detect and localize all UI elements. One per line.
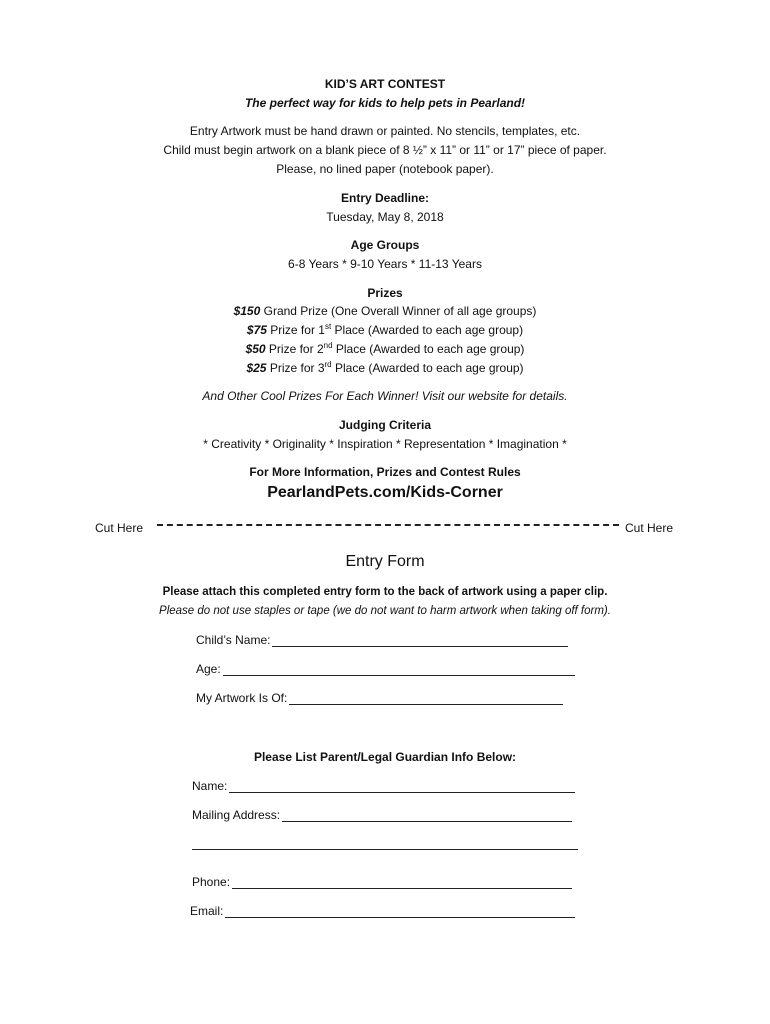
cut-here-left: Cut Here: [95, 521, 144, 535]
phone-blank[interactable]: [232, 876, 572, 889]
phone-field[interactable]: [192, 875, 572, 889]
artwork-field[interactable]: [196, 691, 563, 705]
rule-line-3: Please, no lined paper (notebook paper).: [276, 162, 494, 176]
prize-third-post: Place (Awarded to each age group): [331, 361, 524, 375]
prize-grand: [0, 304, 770, 318]
cut-here-right: Cut Here: [625, 521, 674, 535]
entry-form-title: Entry Form: [345, 553, 425, 570]
cut-line: [157, 524, 619, 526]
artwork-label: My Artwork Is Of:: [196, 691, 288, 705]
prize-first-sup: st: [324, 322, 332, 331]
mailing-address-blank[interactable]: [282, 809, 572, 822]
prize-second: [0, 342, 770, 356]
email-label: Email:: [190, 904, 224, 918]
guardian-name-blank[interactable]: [229, 780, 575, 793]
guardian-heading: Please List Parent/Legal Guardian Info Below:: [253, 750, 517, 764]
judging-list: * Creativity * Originality * Inspiration * Representation * Imagination *: [203, 437, 567, 451]
prize-third-sup: rd: [324, 360, 332, 369]
child-name-label: Child’s Name:: [196, 633, 271, 647]
child-name-blank[interactable]: [272, 634, 568, 647]
mailing-address-blank-2[interactable]: [192, 837, 578, 850]
prize-second-pre: Prize for 2: [265, 342, 324, 356]
prize-third: [0, 361, 770, 375]
deadline-date: Tuesday, May 8, 2018: [326, 210, 444, 224]
artwork-blank[interactable]: [289, 692, 563, 705]
rule-line-1: Entry Artwork must be hand drawn or painted. No stencils, templates, etc.: [189, 124, 581, 138]
more-info-heading: For More Information, Prizes and Contest Rules: [249, 465, 521, 479]
phone-label: Phone:: [192, 875, 231, 889]
prize-first-post: Place (Awarded to each age group): [331, 323, 524, 337]
guardian-name-field[interactable]: [192, 779, 575, 793]
prize-grand-amount: $150: [233, 304, 261, 318]
age-groups-heading: Age Groups: [350, 238, 420, 252]
email-field[interactable]: [190, 904, 575, 918]
prize-third-pre: Prize for 3: [266, 361, 325, 375]
rule-line-2: Child must begin artwork on a blank piece of 8 ½” x 11” or 11” or 17” piece of paper.: [163, 143, 607, 157]
child-name-field[interactable]: [196, 633, 568, 647]
prize-third-amount: $25: [246, 361, 267, 375]
age-groups-list: 6-8 Years * 9-10 Years * 11-13 Years: [288, 257, 482, 271]
entry-form-note: Please do not use staples or tape (we do not want to harm artwork when taking off form).: [159, 605, 611, 617]
prize-grand-text: Grand Prize (One Overall Winner of all age groups): [260, 304, 537, 318]
entry-form-instruction: Please attach this completed entry form to the back of artwork using a paper clip.: [162, 586, 608, 598]
other-prizes-note: And Other Cool Prizes For Each Winner! Visit our website for details.: [202, 389, 568, 403]
contest-tagline: The perfect way for kids to help pets in Pearland!: [244, 96, 526, 110]
deadline-heading: Entry Deadline:: [340, 191, 430, 205]
prize-second-post: Place (Awarded to each age group): [332, 342, 525, 356]
contest-title: KID’S ART CONTEST: [324, 77, 446, 91]
website-url[interactable]: PearlandPets.com/Kids-Corner: [267, 484, 503, 501]
mailing-address-line-2[interactable]: [192, 837, 578, 850]
prizes-heading: Prizes: [367, 286, 403, 300]
prize-first-pre: Prize for 1: [266, 323, 325, 337]
guardian-name-label: Name:: [192, 779, 228, 793]
prize-first: [0, 323, 770, 337]
age-blank[interactable]: [223, 663, 575, 676]
mailing-address-label: Mailing Address:: [192, 808, 281, 822]
prize-second-amount: $50: [245, 342, 266, 356]
prize-first-amount: $75: [246, 323, 267, 337]
judging-heading: Judging Criteria: [338, 418, 431, 432]
mailing-address-field[interactable]: [192, 808, 572, 822]
email-blank[interactable]: [225, 905, 575, 918]
age-label: Age:: [196, 662, 221, 676]
age-field[interactable]: [196, 662, 575, 676]
prize-second-sup: nd: [323, 341, 333, 350]
